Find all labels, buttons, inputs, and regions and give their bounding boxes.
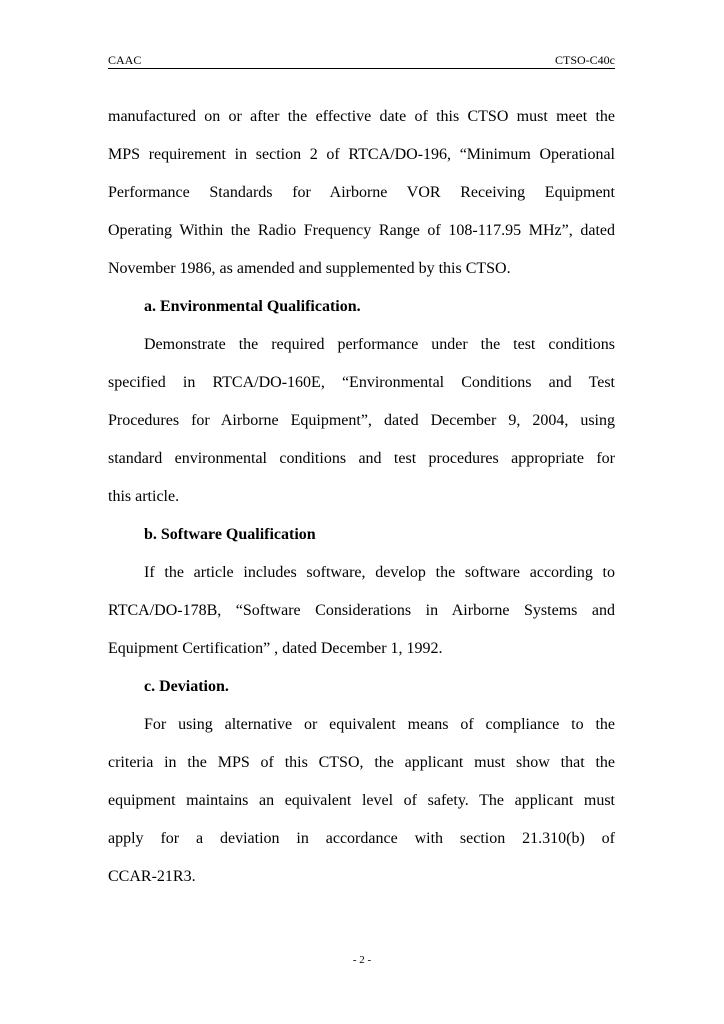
text-line: Operating Within the Radio Frequency Range of 108-117.95 MHz”, dated <box>108 222 615 239</box>
text-line: CCAR-21R3. <box>108 868 196 885</box>
page-header <box>108 53 615 69</box>
header-doc-id: CTSO-C40c <box>555 53 615 67</box>
text-line: standard environmental conditions and test procedures appropriate for <box>108 450 615 467</box>
text-line: equipment maintains an equivalent level of safety. The applicant must <box>108 792 615 809</box>
deviation-paragraph <box>108 706 615 896</box>
section-heading-deviation: c. Deviation. <box>144 678 229 695</box>
text-line: apply for a deviation in accordance with section 21.310(b) of <box>108 830 615 847</box>
text-line: Demonstrate the required performance under the test conditions <box>144 336 615 353</box>
body-text <box>108 98 615 896</box>
text-line: For using alternative or equivalent means of compliance to the <box>144 716 615 733</box>
header-org: CAAC <box>108 53 142 67</box>
text-line: If the article includes software, develop the software according to <box>144 564 615 581</box>
text-line: manufactured on or after the effective date of this CTSO must meet the <box>108 108 615 125</box>
environmental-paragraph <box>108 326 615 516</box>
intro-paragraph <box>108 98 615 288</box>
text-line: Performance Standards for Airborne VOR Receiving Equipment <box>108 184 615 201</box>
section-heading-software: b. Software Qualification <box>144 526 316 543</box>
page-number: - 2 - <box>352 954 372 966</box>
text-line: this article. <box>108 488 180 505</box>
text-line: criteria in the MPS of this CTSO, the applicant must show that the <box>108 754 615 771</box>
text-line: Equipment Certification” , dated December 1, 1992. <box>108 640 443 657</box>
section-heading-environmental: a. Environmental Qualification. <box>144 298 361 315</box>
text-line: RTCA/DO-178B, “Software Considerations in Airborne Systems and <box>108 602 615 619</box>
text-line: MPS requirement in section 2 of RTCA/DO-196, “Minimum Operational <box>108 146 615 163</box>
text-line: Procedures for Airborne Equipment”, dated December 9, 2004, using <box>108 412 615 429</box>
text-line: November 1986, as amended and supplemented by this CTSO. <box>108 260 511 277</box>
text-line: specified in RTCA/DO-160E, “Environmental Conditions and Test <box>108 374 615 391</box>
software-paragraph <box>108 554 615 668</box>
